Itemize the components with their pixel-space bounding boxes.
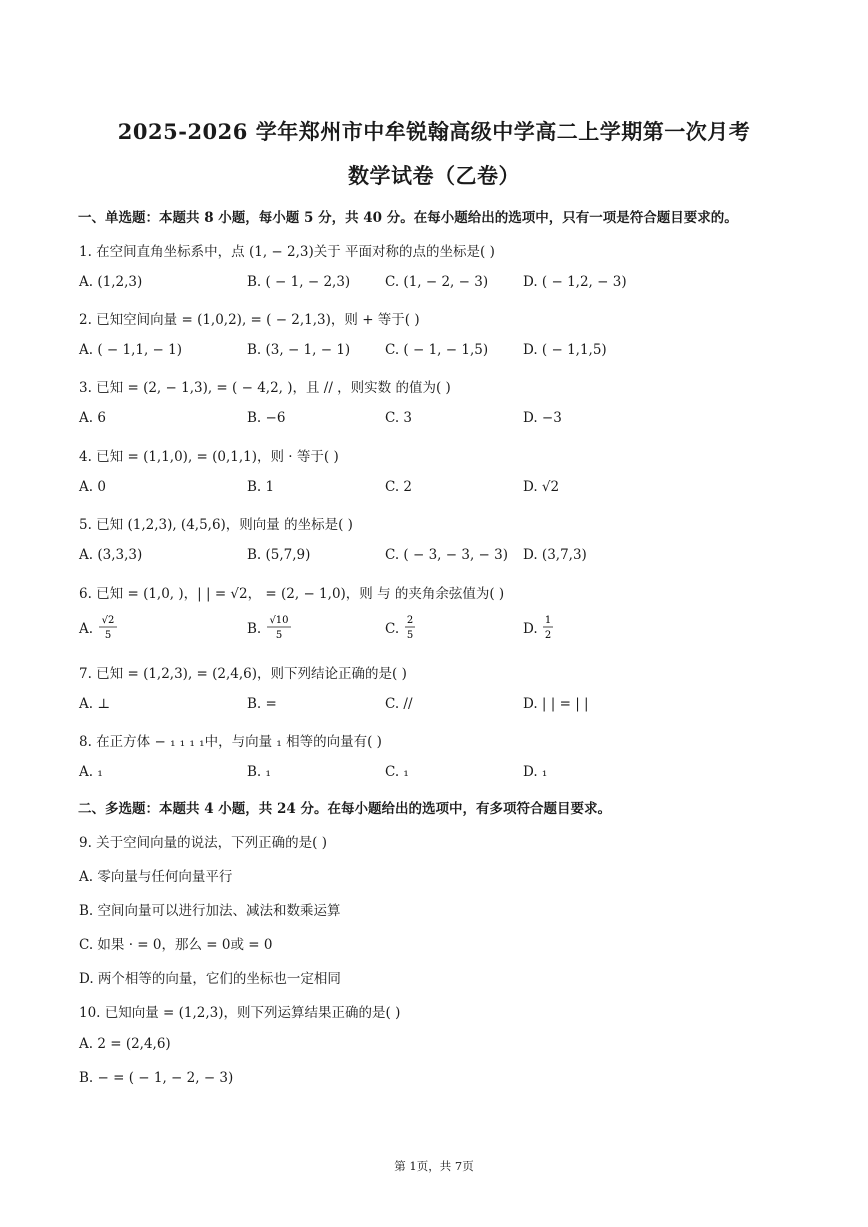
option-label: C. <box>385 621 400 637</box>
option-a: A. ( − 1,1, − 1) <box>79 342 183 358</box>
fraction-denominator: 5 <box>406 630 414 641</box>
option-c: C. 2 <box>385 479 413 495</box>
question-9-option-b: B. 空间向量可以进行加法、减法和数乘运算 <box>79 903 341 919</box>
question-6-stem: 6. 已知 = (1,0, )，| | = √2， = (2, − 1,0)，则 与 的夹角余弦值为( ) <box>79 586 505 602</box>
question-4-stem: 4. 已知 = (1,1,0), = (0,1,1)，则 · 等于( ) <box>79 449 339 465</box>
question-9-stem: 9. 关于空间向量的说法，下列正确的是( ) <box>79 835 327 851</box>
option-d: D. √2 <box>523 479 560 495</box>
fraction-denominator: 5 <box>275 630 283 641</box>
question-10-option-b: B. − = ( − 1, − 2, − 3) <box>79 1070 234 1086</box>
option-b: B. (3, − 1, − 1) <box>247 342 351 358</box>
question-5-stem: 5. 已知 (1,2,3), (4,5,6)，则向量 的坐标是( ) <box>79 517 353 533</box>
fraction-numerator: 1 <box>544 615 552 626</box>
question-2-stem: 2. 已知空间向量 = (1,0,2), = ( − 2,1,3)，则 + 等于( ) <box>79 312 420 328</box>
question-9-option-a: A. 零向量与任何向量平行 <box>79 869 233 885</box>
fraction <box>541 612 555 642</box>
option-d: D. ( − 1,2, − 3) <box>523 274 627 290</box>
exam-subtitle: 数学试卷（乙卷） <box>348 163 520 188</box>
fraction <box>403 612 417 642</box>
fraction-numerator: 2 <box>406 615 414 626</box>
question-3-stem: 3. 已知 = (2, − 1,3), = ( − 4,2, )，且 // ，则实数 的值为( ) <box>79 380 451 396</box>
option-label: B. <box>247 621 262 637</box>
option-b: B. ( − 1, − 2,3) <box>247 274 351 290</box>
option-b <box>247 615 289 641</box>
option-label: D. <box>523 621 538 637</box>
option-a: A. ₁ <box>79 764 103 780</box>
option-a: A. 0 <box>79 479 106 495</box>
option-d: D. ₁ <box>523 764 548 780</box>
option-d: D. −3 <box>523 410 562 426</box>
option-a: A. (3,3,3) <box>79 547 143 563</box>
question-10-option-a: A. 2 = (2,4,6) <box>79 1036 171 1052</box>
fraction-denominator: 2 <box>544 630 552 641</box>
question-1-stem: 1. 在空间直角坐标系中，点 (1, − 2,3)关于 平面对称的点的坐标是( ) <box>79 244 495 260</box>
option-b: B. ₁ <box>247 764 271 780</box>
option-c: C. 3 <box>385 410 413 426</box>
option-a <box>79 615 115 641</box>
option-a: A. 6 <box>79 410 106 426</box>
question-10-stem: 10. 已知向量 = (1,2,3)，则下列运算结果正确的是( ) <box>79 1005 401 1021</box>
option-b: B. 1 <box>247 479 275 495</box>
question-7-stem: 7. 已知 = (1,2,3), = (2,4,6)，则下列结论正确的是( ) <box>79 666 407 682</box>
option-d <box>523 615 552 641</box>
option-c: C. ₁ <box>385 764 409 780</box>
section-multiple-choice-header: 二、多选题：本题共 4 小题，共 24 分。在每小题给出的选项中，有多项符合题目要求。 <box>78 801 611 817</box>
question-9-option-c: C. 如果 · = 0，那么 = 0或 = 0 <box>79 937 273 953</box>
fraction <box>97 612 119 642</box>
option-c: C. ( − 1, − 1,5) <box>385 342 489 358</box>
option-label: A. <box>79 621 94 637</box>
fraction-denominator: 5 <box>104 630 112 641</box>
option-d: D. | | = | | <box>523 696 589 712</box>
question-8-stem: 8. 在正方体 − ₁ ₁ ₁ ₁中，与向量 ₁ 相等的向量有( ) <box>79 734 382 750</box>
fraction <box>265 612 293 642</box>
fraction-numerator: √2 <box>101 615 115 626</box>
option-d: D. ( − 1,1,5) <box>523 342 607 358</box>
option-c: C. // <box>385 696 413 712</box>
page-footer: 第 1页，共 7页 <box>394 1159 474 1173</box>
option-b: B. −6 <box>247 410 286 426</box>
option-c: C. (1, − 2, − 3) <box>385 274 489 290</box>
option-d: D. (3,7,3) <box>523 547 587 563</box>
option-a: A. (1,2,3) <box>79 274 143 290</box>
option-a: A. ⊥ <box>79 696 111 712</box>
option-b: B. (5,7,9) <box>247 547 311 563</box>
option-c <box>385 615 414 641</box>
option-b: B. = <box>247 696 277 712</box>
question-9-option-d: D. 两个相等的向量，它们的坐标也一定相同 <box>79 971 341 987</box>
section-single-choice-header: 一、单选题：本题共 8 小题，每小题 5 分，共 40 分。在每小题给出的选项中，只有一项是符合题目要求的。 <box>78 210 738 226</box>
fraction-numerator: √10 <box>269 615 289 626</box>
option-c: C. ( − 3, − 3, − 3) <box>385 547 508 563</box>
exam-title: 2025-2026 学年郑州市中牟锐翰高级中学高二上学期第一次月考 <box>117 119 751 144</box>
